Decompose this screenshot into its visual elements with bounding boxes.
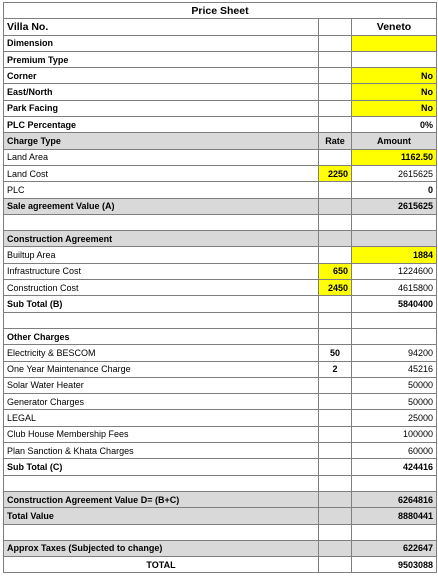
construction-cost-label: Construction Cost [4,280,319,296]
total-value-amount: 8880441 [352,508,437,524]
builtup-area-value: 1884 [352,247,437,263]
empty-cell [319,247,352,263]
construction-value-amount: 6264816 [352,491,437,507]
builtup-area-label: Builtup Area [4,247,319,263]
east-north-value: No [352,84,437,100]
empty-cell [319,328,352,344]
empty-cell [319,198,352,214]
empty-cell [4,524,319,540]
plan-sanction-amount: 60000 [352,443,437,459]
builtup-area-row [4,247,437,263]
sheet-title: Price Sheet [4,3,437,19]
empty-cell [352,231,437,247]
villa-name: Veneto [352,19,437,35]
infrastructure-rate: 650 [319,263,352,279]
dimension-row [4,35,437,51]
plc-percentage-row [4,117,437,133]
villa-row [4,19,437,35]
plan-sanction-label: Plan Sanction & Khata Charges [4,443,319,459]
park-facing-row [4,100,437,116]
land-cost-label: Land Cost [4,165,319,181]
empty-cell [319,182,352,198]
subtotal-b-label: Sub Total (B) [4,296,319,312]
empty-cell [319,524,352,540]
rate-header: Rate [319,133,352,149]
park-facing-label: Park Facing [4,100,319,116]
taxes-amount: 622647 [352,540,437,556]
plc-percentage-label: PLC Percentage [4,117,319,133]
club-row [4,426,437,442]
corner-row [4,68,437,84]
subtotal-b-row [4,296,437,312]
club-label: Club House Membership Fees [4,426,319,442]
corner-label: Corner [4,68,319,84]
empty-cell [319,296,352,312]
empty-cell [319,475,352,491]
empty-cell [319,410,352,426]
taxes-row [4,540,437,556]
amount-header: Amount [352,133,437,149]
legal-label: LEGAL [4,410,319,426]
taxes-label: Approx Taxes (Subjected to change) [4,540,319,556]
legal-row [4,410,437,426]
land-cost-amount: 2615625 [352,165,437,181]
infrastructure-amount: 1224600 [352,263,437,279]
sale-agreement-amount: 2615625 [352,198,437,214]
empty-cell [319,35,352,51]
infrastructure-row [4,263,437,279]
plc-amount: 0 [352,182,437,198]
empty-cell [319,231,352,247]
solar-label: Solar Water Heater [4,377,319,393]
generator-label: Generator Charges [4,394,319,410]
title-row [4,3,437,19]
maintenance-amount: 45216 [352,361,437,377]
total-value-row [4,508,437,524]
empty-cell [319,312,352,328]
plc-row [4,182,437,198]
land-area-label: Land Area [4,149,319,165]
construction-cost-row [4,280,437,296]
empty-cell [319,149,352,165]
electricity-label: Electricity & BESCOM [4,345,319,361]
land-area-value: 1162.50 [352,149,437,165]
empty-cell [4,312,319,328]
empty-cell [319,443,352,459]
premium-type-label: Premium Type [4,51,319,67]
park-facing-value: No [352,100,437,116]
electricity-rate: 50 [319,345,352,361]
plc-label: PLC [4,182,319,198]
empty-cell [352,524,437,540]
subtotal-c-label: Sub Total (C) [4,459,319,475]
empty-cell [319,377,352,393]
subtotal-b-amount: 5840400 [352,296,437,312]
spacer-row [4,214,437,230]
empty-cell [319,491,352,507]
maintenance-rate: 2 [319,361,352,377]
subtotal-c-amount: 424416 [352,459,437,475]
spacer-row [4,524,437,540]
villa-label: Villa No. [4,19,319,35]
generator-row [4,394,437,410]
other-charges-heading-row [4,328,437,344]
grand-total-amount: 9503088 [352,557,437,573]
empty-cell [319,51,352,67]
empty-cell [352,51,437,67]
infrastructure-label: Infrastructure Cost [4,263,319,279]
empty-cell [352,475,437,491]
generator-amount: 50000 [352,394,437,410]
spacer-row [4,475,437,491]
club-amount: 100000 [352,426,437,442]
construction-heading-row [4,231,437,247]
legal-amount: 25000 [352,410,437,426]
plc-percentage-value: 0% [352,117,437,133]
corner-value: No [352,68,437,84]
empty-cell [319,214,352,230]
subtotal-c-row [4,459,437,475]
empty-cell [4,214,319,230]
empty-cell [319,117,352,133]
construction-cost-rate: 2450 [319,280,352,296]
sale-agreement-label: Sale agreement Value (A) [4,198,319,214]
price-sheet-table [3,2,437,573]
plan-sanction-row [4,443,437,459]
sale-agreement-row [4,198,437,214]
solar-row [4,377,437,393]
premium-type-row [4,51,437,67]
empty-cell [319,459,352,475]
grand-total-label: TOTAL [4,557,319,573]
empty-cell [319,394,352,410]
electricity-row [4,345,437,361]
empty-cell [319,19,352,35]
empty-cell [319,100,352,116]
land-area-row [4,149,437,165]
empty-cell [319,68,352,84]
empty-cell [352,214,437,230]
construction-value-label: Construction Agreement Value D= (B+C) [4,491,319,507]
empty-cell [319,508,352,524]
total-value-label: Total Value [4,508,319,524]
empty-cell [319,540,352,556]
construction-cost-amount: 4615800 [352,280,437,296]
east-north-label: East/North [4,84,319,100]
empty-cell [319,426,352,442]
maintenance-row [4,361,437,377]
dimension-value [352,35,437,51]
charge-type-header: Charge Type [4,133,319,149]
other-charges-heading: Other Charges [4,328,319,344]
land-cost-row [4,165,437,181]
spacer-row [4,312,437,328]
east-north-row [4,84,437,100]
land-cost-rate: 2250 [319,165,352,181]
solar-amount: 50000 [352,377,437,393]
empty-cell [4,475,319,491]
construction-heading: Construction Agreement [4,231,319,247]
empty-cell [352,312,437,328]
maintenance-label: One Year Maintenance Charge [4,361,319,377]
empty-cell [319,557,352,573]
electricity-amount: 94200 [352,345,437,361]
empty-cell [319,84,352,100]
grand-total-row [4,557,437,573]
dimension-label: Dimension [4,35,319,51]
empty-cell [352,328,437,344]
charges-header-row [4,133,437,149]
construction-value-row [4,491,437,507]
